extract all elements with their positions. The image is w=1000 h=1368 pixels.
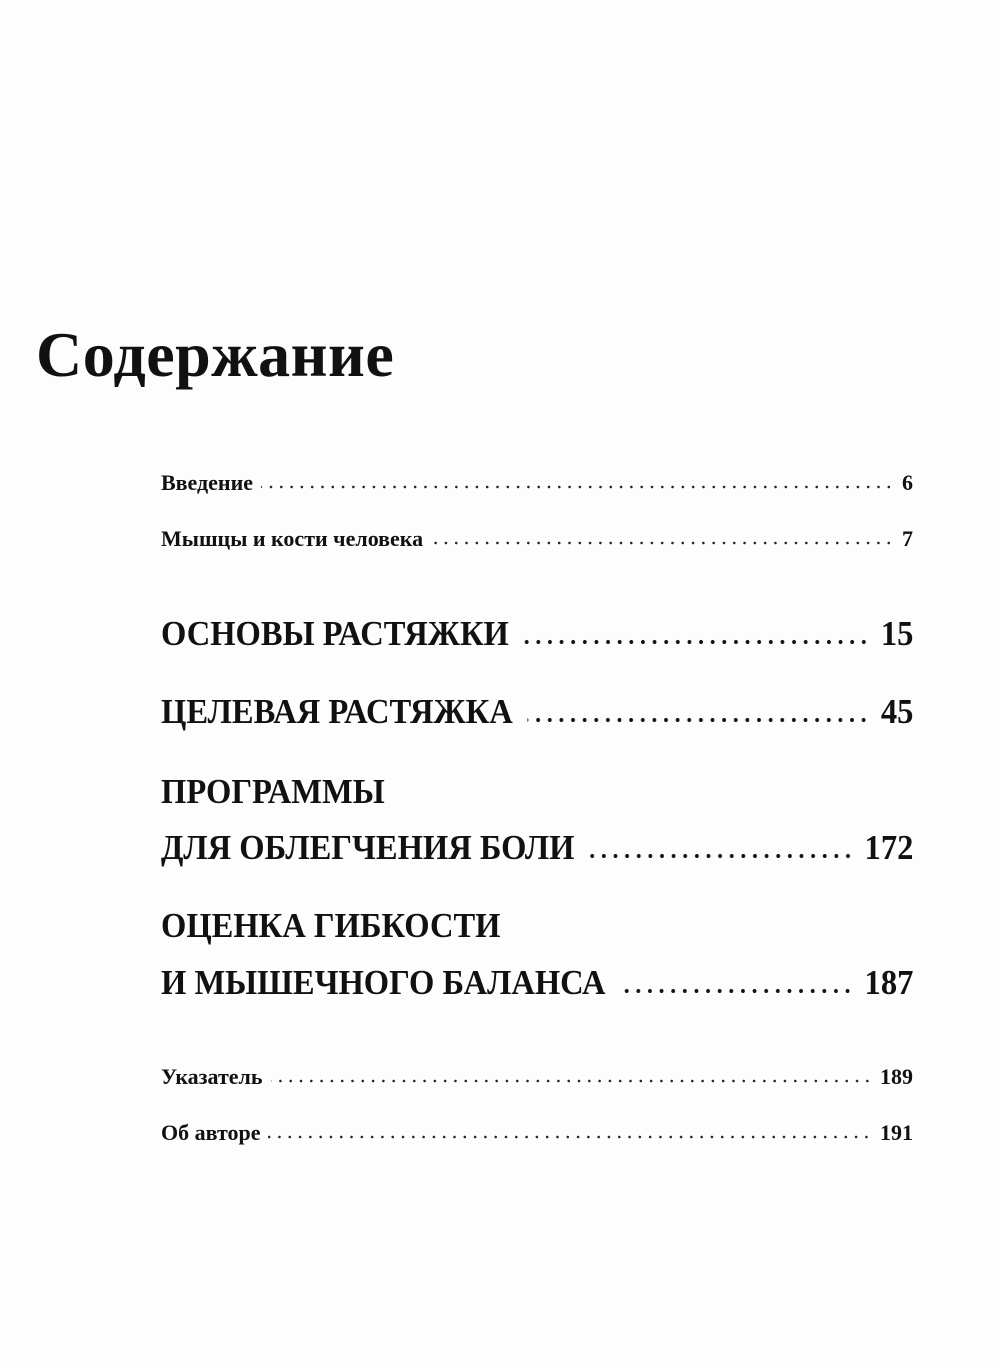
toc-entry-introduction[interactable]	[161, 470, 913, 496]
toc-entry-page: 45	[880, 692, 914, 731]
toc-entry-label: Введение	[161, 470, 254, 495]
dot-leader	[524, 639, 870, 645]
toc-entry-label: ДЛЯ ОБЛЕГЧЕНИЯ БОЛИ	[161, 828, 575, 867]
dot-leader	[620, 988, 853, 994]
toc-entry-label: Указатель	[161, 1064, 263, 1089]
toc-entry-page: 15	[880, 614, 914, 653]
dot-leader	[271, 1078, 872, 1084]
toc-entry-page: 172	[864, 828, 914, 867]
page-title: Содержание	[36, 319, 395, 390]
toc-entry-label: Мышцы и кости человека	[161, 526, 424, 551]
toc-entry-targeted-stretching[interactable]	[161, 692, 913, 732]
toc-entry-label: ЦЕЛЕВАЯ РАСТЯЖКА	[161, 692, 513, 731]
toc-entry-page: 191	[880, 1120, 913, 1145]
toc-entry-muscles-bones[interactable]	[161, 526, 913, 552]
toc-entry-about-author[interactable]	[161, 1120, 913, 1146]
toc-entry-label-line1: ПРОГРАММЫ	[161, 772, 385, 811]
toc-entry-page: 7	[902, 526, 913, 551]
dot-leader	[431, 540, 894, 546]
toc-entry-stretching-basics[interactable]	[161, 614, 913, 654]
toc-entry-page: 6	[902, 470, 913, 495]
dot-leader	[528, 717, 870, 723]
toc-entry-label: Об авторе	[161, 1120, 261, 1145]
dot-leader	[261, 484, 894, 490]
toc-entry-index[interactable]	[161, 1064, 913, 1090]
toc-entry-label-line1: ОЦЕНКА ГИБКОСТИ	[161, 906, 501, 945]
dot-leader	[268, 1134, 872, 1140]
toc-entry-label: ОСНОВЫ РАСТЯЖКИ	[161, 614, 509, 653]
toc-entry-label: И МЫШЕЧНОГО БАЛАНСА	[161, 963, 606, 1002]
toc-entry-page: 187	[864, 963, 914, 1002]
toc-entry-flexibility-assessment[interactable]	[161, 963, 913, 1003]
toc-entry-pain-relief-programs[interactable]	[161, 828, 913, 868]
dot-leader	[589, 853, 853, 859]
toc-entry-page: 189	[880, 1064, 913, 1089]
